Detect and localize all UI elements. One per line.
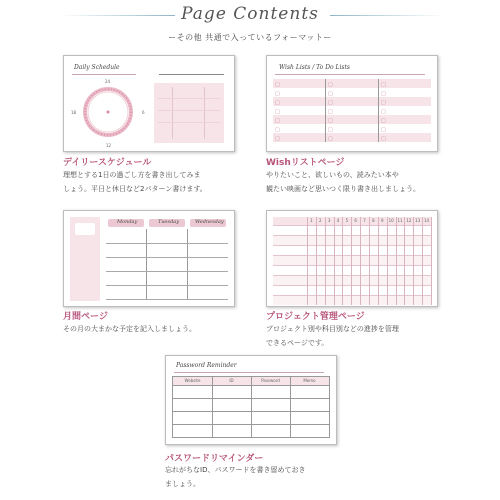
wish-list-grid	[273, 79, 431, 144]
project-day-number: 12	[406, 218, 412, 223]
col-website: Website	[184, 378, 201, 383]
title-underline	[174, 372, 324, 373]
thumb-title: Password Reminder	[176, 362, 237, 369]
monthly-thumbnail	[63, 210, 235, 307]
clock-label-top: 24	[105, 79, 111, 84]
project-col-line	[396, 217, 397, 305]
thumb-title: Daily Schedule	[74, 64, 120, 71]
project-col-line	[369, 217, 370, 305]
section-desc-password: 忘れがちなID、パスワードを書き留めておき ましょう。	[165, 466, 306, 488]
project-col-line	[351, 217, 352, 305]
project-col-line	[431, 217, 432, 305]
password-table	[172, 376, 330, 438]
clock-icon	[76, 80, 140, 144]
title-underline	[275, 74, 425, 75]
page-subtitle: ーその他 共通で入っているフォーマットー	[168, 33, 332, 42]
thumb-title: Wish Lists / To Do Lists	[279, 64, 350, 71]
project-col-line	[316, 217, 317, 305]
monthly-side-panel	[70, 217, 100, 301]
clock-label-bottom: 12	[106, 143, 112, 148]
name-line	[159, 74, 224, 75]
section-title-daily-schedule: デイリースケジュール	[63, 158, 152, 168]
section-title-project: プロジェクト管理ページ	[266, 312, 365, 322]
project-col-line	[422, 217, 423, 305]
project-day-number: 4	[336, 218, 340, 223]
project-day-number: 10	[388, 218, 394, 223]
day-tuesday: Tuesday	[158, 219, 180, 225]
section-desc-monthly: その月の大まかな予定を記入しましょう。	[63, 325, 196, 333]
daily-schedule-thumbnail	[63, 55, 235, 152]
project-col-line	[307, 217, 308, 305]
project-day-number: 14	[424, 218, 430, 223]
section-desc-wish-list: やりたいこと、欲しいもの、読みたい本や 観たい映画など思いつく限り書き出しましょう。	[266, 171, 420, 193]
page-title: Page Contents	[181, 4, 319, 24]
project-col-line	[404, 217, 405, 305]
project-col-line	[387, 217, 388, 305]
wish-list-thumbnail	[266, 55, 438, 152]
project-progress-grid	[273, 217, 431, 301]
checkbox-column-3: □ □ □ □ □ □ □	[381, 82, 386, 142]
password-reminder-thumbnail	[165, 355, 337, 445]
checkbox-column-1: □ □ □ □ □ □ □	[275, 82, 280, 142]
col-password: Password	[261, 378, 280, 383]
project-day-number: 3	[327, 218, 331, 223]
project-col-line	[360, 217, 361, 305]
project-day-number: 2	[318, 218, 322, 223]
notes-panel	[154, 83, 224, 143]
checkbox-column-2: □ □ □ □ □ □ □	[328, 82, 333, 142]
project-day-number: 7	[363, 218, 366, 223]
project-day-number: 11	[397, 218, 403, 223]
header-divider-right	[330, 15, 445, 16]
col-memo: Memo	[303, 378, 316, 383]
section-title-password: パスワードリマインダー	[165, 454, 264, 464]
day-wednesday: Wednesday	[195, 219, 224, 225]
project-day-number: 6	[354, 218, 357, 223]
project-day-number: 8	[372, 218, 375, 223]
title-underline	[72, 74, 136, 75]
project-thumbnail	[266, 210, 438, 307]
section-desc-daily-schedule: 理想とする1日の過ごし方を書き出してみま しょう。平日と休日など2パターン書けます。	[63, 171, 207, 193]
project-day-number: 13	[415, 218, 421, 223]
clock-label-right: 6	[142, 110, 145, 115]
col-id: ID	[229, 378, 234, 383]
section-desc-project: プロジェクト別や科目別などの進捗を管理 できるページです。	[266, 325, 399, 347]
project-col-line	[378, 217, 379, 305]
project-day-number: 1	[310, 218, 313, 223]
monthly-week-grid	[106, 217, 228, 301]
project-day-number: 9	[380, 218, 384, 223]
project-col-line	[413, 217, 414, 305]
section-title-monthly: 月間ページ	[63, 312, 108, 322]
project-day-number: 5	[345, 218, 349, 223]
clock-label-left: 18	[71, 110, 77, 115]
section-title-wish-list: Wishリストページ	[266, 158, 345, 168]
project-col-line	[342, 217, 343, 305]
project-col-line	[334, 217, 335, 305]
day-monday: Monday	[117, 219, 138, 225]
project-col-line	[325, 217, 326, 305]
